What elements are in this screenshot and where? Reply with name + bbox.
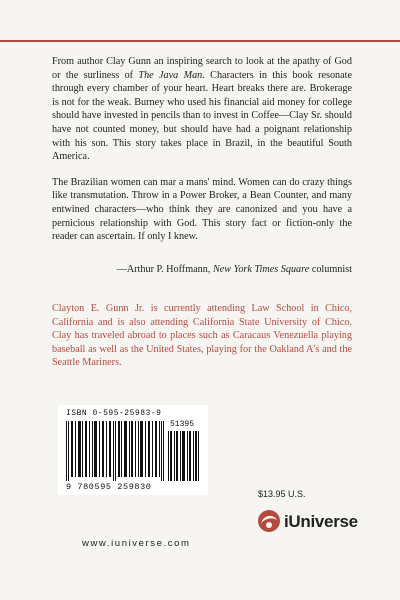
attribution-name: —Arthur P. Hoffmann,: [116, 264, 213, 275]
book-price: $13.95 U.S.: [258, 489, 306, 499]
price-addon-digits: 51395: [170, 420, 195, 429]
description-paragraph-1: [52, 55, 352, 164]
ean-barcode-bars: [66, 421, 166, 481]
isbn-number: ISBN 0-595-25983-9: [66, 409, 162, 418]
publisher-url: www.iuniverse.com: [82, 538, 191, 549]
addon-barcode-bars: [168, 431, 200, 481]
review-attribution: [52, 263, 352, 277]
ean-barcode-digits: 9 780595 259830: [66, 482, 152, 492]
top-accent-rule: [0, 40, 400, 42]
description-text: . Characters in this book resonate through every chamber of your heart. Heart breaks there are. Brokerage is not for the weak. Burney who used his financial aid money for college should have invested in pencils than to invest in Coffee—Clay Sr. should have not counted money, but should have had a poignant relationship with his son. This story takes place in Brazil, in the beautiful South America.: [52, 69, 353, 163]
description-paragraph-2: The Brazilian women can mar a mans' mind. Women can do crazy things like transmutation. Throw in a Power Broker, a Bean Counter, and many entwined characters—who think they are canonized and you have a pernicious relationship with God. This story fact or fiction-only the reader can ascertain. If only I knew.: [52, 176, 352, 243]
iuniverse-swirl-icon: [256, 508, 282, 534]
book-description: [52, 55, 352, 256]
attribution-role: columnist: [309, 264, 352, 275]
author-bio: Clayton E. Gunn Jr. is currently attending Law School in Chico, California and is also attending California State University of Chico. Clay has traveled abroad to places such as Caracaus Venezuella playing baseball as well as the United States, playing for the Oakland A's and the Seattle Mariners.: [52, 303, 352, 369]
isbn-barcode: [58, 405, 208, 495]
publisher-logo: [256, 508, 366, 538]
book-title-reference: The Java Man: [138, 69, 203, 81]
attribution-publication: New York Times Square: [212, 264, 310, 275]
description-text: From author Clay Gunn an inspiring search to look at the apathy of God or the surliness of: [52, 56, 352, 81]
publisher-name: iUniverse: [284, 512, 358, 531]
